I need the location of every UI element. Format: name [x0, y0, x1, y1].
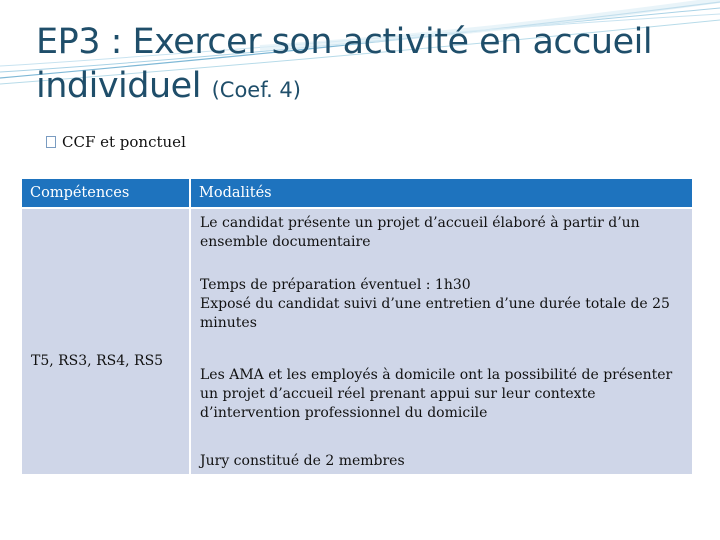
header-competences: Compétences	[22, 179, 189, 207]
title-main: EP3 : Exercer son activité en accueil individuel	[36, 22, 653, 106]
bullet-text: CCF et ponctuel	[62, 133, 186, 151]
header-modalites: Modalités	[191, 179, 692, 207]
modalite-4: Les AMA et les employés à domicile ont la possibilité de présenter un projet d’accueil réel prenant appui sur leur contexte d’intervention professionnel du domicile	[200, 367, 673, 421]
modalite-3: Exposé du candidat suivi d’une entretien d’une durée totale de 25 minutes	[200, 296, 670, 331]
bullet-item	[46, 133, 186, 151]
modalite-1: Le candidat présente un projet d’accueil élaboré à partir d’un ensemble documentaire	[200, 215, 640, 250]
cell-competences	[22, 209, 189, 474]
title-coef: (Coef. 4)	[211, 78, 301, 102]
slide-title	[36, 20, 696, 112]
cell-modalites	[191, 209, 692, 474]
modalite-2: Temps de préparation éventuel : 1h30	[200, 277, 471, 293]
modalite-5: Jury constitué de 2 membres	[200, 453, 405, 469]
modalites-table	[22, 179, 692, 476]
bullet-box-icon	[46, 136, 56, 148]
competences-text: T5, RS3, RS4, RS5	[31, 353, 164, 369]
